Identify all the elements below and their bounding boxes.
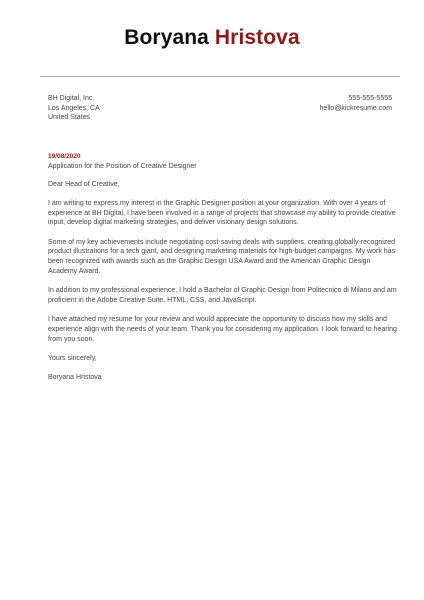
letter-paragraph: I have attached my resume for your review and would appreciate the opportunity to discuss how my skills and experience align with the needs of your team. Thank you for considering my application. I look forward to hearing from you soon. — [48, 316, 397, 343]
recipient-city: Los Angeles, CA — [48, 104, 100, 112]
letter-paragraph: In addition to my professional experience, I hold a Bachelor of Graphic Design from Politecnico di Milano and am proficient in the Adobe Creative Suite, HTML, CSS, and JavaScript. — [48, 287, 397, 304]
letter-body — [48, 162, 398, 392]
phone-number: 555-555-5555 — [348, 95, 392, 102]
header-divider — [40, 76, 400, 77]
letter-subject: Application for the Position of Creative Designer — [48, 163, 197, 170]
letter-paragraph: Some of my key achievements include negotiating cost-saving deals with suppliers, creating globally-recognized product illustrations for a tech giant, and designing marketing materials for high-budget campaigns. My work has been recognized with awards such as the Graphic Design USA Award and the American Graphic Design Academy Award. — [48, 238, 396, 275]
recipient-company: BH Digital, Inc. — [48, 95, 95, 102]
letter-date: 19/08/2020 — [48, 153, 81, 160]
letter-salutation: Dear Head of Creative, — [48, 180, 120, 188]
applicant-name — [0, 26, 424, 50]
last-name: Hristova — [214, 26, 300, 49]
first-name: Boryana — [124, 26, 209, 49]
email-address: hello@kickresume.com — [319, 104, 392, 112]
letter-paragraph: I am writing to express my interest in the Graphic Designer position at your organization. With over 4 years of experience at BH Digital, I have been involved in a range of projects that showcase my ability to provide creative input, develop digital marketing strategies, and deliver visionary design solutions. — [48, 200, 396, 227]
letter-signature: Boryana Hristova — [48, 374, 102, 382]
recipient-address — [48, 94, 100, 123]
recipient-country: United States — [48, 114, 91, 122]
letter-closing: Yours sincerely, — [48, 354, 97, 362]
contact-details — [320, 94, 392, 113]
